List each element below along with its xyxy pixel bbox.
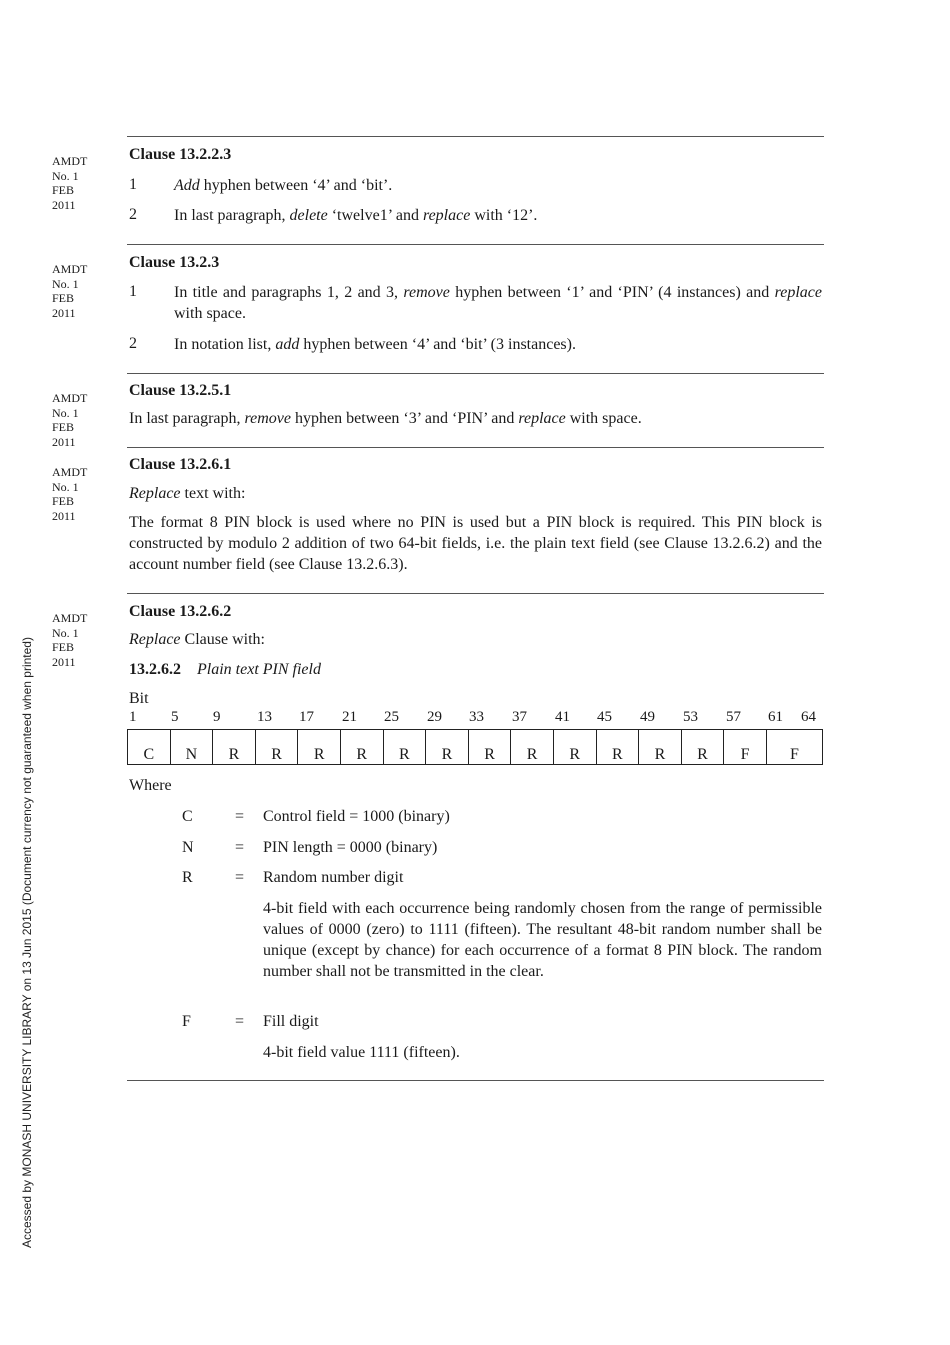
amendment-item [174, 334, 822, 355]
instruction-verb: replace [422, 207, 471, 224]
amdt-year: 2011 [52, 508, 76, 523]
clause-title: Clause 13.2.6.2 [129, 603, 232, 620]
amendment-note [52, 391, 87, 449]
bit-number: 25 [384, 709, 399, 725]
amdt-month: FEB [52, 640, 75, 654]
subclause-number: 13.2.6.2 [129, 661, 181, 678]
instruction-verb: Replace [129, 631, 181, 648]
amdt-label: AMDT [52, 611, 88, 625]
bit-field-cell: R [469, 730, 512, 764]
bit-field-cell: R [256, 730, 299, 764]
instruction-verb: remove [244, 410, 292, 427]
item-number: 1 [129, 176, 137, 193]
amdt-year: 2011 [52, 654, 76, 669]
bit-field-cell: R [341, 730, 384, 764]
amdt-number: No. 1 [52, 625, 79, 640]
amdt-number: No. 1 [52, 276, 79, 291]
bit-number: 57 [726, 709, 741, 725]
definition-equals: = [235, 808, 245, 825]
bit-number: 9 [213, 709, 221, 725]
bit-field-cell: F [790, 746, 799, 763]
definition-symbol: R [182, 869, 193, 886]
amendment-item [174, 205, 822, 226]
amendment-note [52, 465, 87, 523]
amdt-label: AMDT [52, 391, 88, 405]
item-text: In title and paragraphs 1, 2 and 3, [174, 284, 404, 301]
definition-detail: 4-bit field with each occurrence being randomly chosen from the range of permissible values of 0000 (zero) to 1111 (fifteen). The resultant 48-bit random number shall be unique (except by chance) for each occurrence of a format 8 PIN block. The random number shall not be transmitted in the clear. [263, 900, 822, 980]
instruction-verb: remove [403, 284, 450, 301]
subclause-heading [129, 659, 822, 680]
clause-title: Clause 13.2.5.1 [129, 382, 232, 399]
item-text: hyphen between ‘3’ and ‘PIN’ and [291, 410, 519, 427]
bit-field-cell: R [597, 730, 640, 764]
amdt-year: 2011 [52, 434, 76, 449]
definition-detail: 4-bit field value 1111 (fifteen). [263, 1044, 460, 1061]
clause-title: Clause 13.2.6.1 [129, 456, 232, 473]
bit-field-cell: R [298, 730, 341, 764]
bit-field-cell: R [384, 730, 427, 764]
replace-lead [129, 629, 822, 650]
definition-text: PIN length = 0000 (binary) [263, 839, 438, 856]
bit-field-cell: C [128, 730, 171, 764]
bit-number: 5 [171, 709, 179, 725]
definition-symbol: C [182, 808, 193, 825]
item-text: In last paragraph, [174, 207, 290, 224]
bit-number: 64 [801, 709, 816, 725]
replace-lead [129, 483, 822, 504]
bit-number: 17 [299, 709, 314, 725]
amdt-month: FEB [52, 494, 75, 508]
clause-title: Clause 13.2.2.3 [129, 146, 232, 163]
bit-field-cell: R [554, 730, 597, 764]
amdt-number: No. 1 [52, 405, 79, 420]
bit-field-cell: R [213, 730, 256, 764]
item-text: In notation list, [174, 336, 276, 353]
bit-field-cell: N [171, 730, 214, 764]
bit-number: 1 [129, 709, 137, 725]
item-number: 2 [129, 206, 137, 223]
bit-number: 45 [597, 709, 612, 725]
definition-symbol: F [182, 1013, 191, 1030]
bit-number: 41 [555, 709, 570, 725]
bit-field-cell: R [426, 730, 469, 764]
item-number: 1 [129, 283, 137, 300]
amdt-label: AMDT [52, 262, 88, 276]
amdt-month: FEB [52, 291, 75, 305]
instruction-verb: Add [174, 177, 200, 194]
item-text: Clause with: [180, 631, 265, 648]
definition-symbol: N [182, 839, 194, 856]
item-text: hyphen between ‘4’ and ‘bit’. [199, 177, 393, 194]
item-text: In last paragraph, [129, 410, 245, 427]
bit-field-cell: R [682, 730, 725, 764]
amendment-note [52, 154, 87, 212]
item-text: hyphen between ‘4’ and ‘bit’ (3 instances). [299, 336, 576, 353]
item-text: with space. [174, 305, 246, 322]
amdt-number: No. 1 [52, 168, 79, 183]
instruction-verb: delete [289, 207, 328, 224]
section-divider [127, 136, 824, 137]
bit-label: Bit [129, 690, 149, 707]
bit-number: 61 [768, 709, 783, 725]
subclause-title: Plain text PIN field [197, 661, 321, 678]
definition-text: Fill digit [263, 1013, 319, 1030]
amendment-item [174, 175, 822, 196]
section-divider [127, 593, 824, 594]
item-text: hyphen between ‘1’ and ‘PIN’ (4 instances) and [449, 284, 775, 301]
item-text: with ‘12’. [470, 207, 538, 224]
instruction-verb: Replace [129, 485, 181, 502]
amdt-month: FEB [52, 183, 75, 197]
instruction-verb: replace [774, 284, 822, 301]
section-divider [127, 447, 824, 448]
bit-number: 29 [427, 709, 442, 725]
section-divider [127, 244, 824, 245]
definition-equals: = [235, 1013, 245, 1030]
definition-text: Control field = 1000 (binary) [263, 808, 450, 825]
access-watermark: Accessed by MONASH UNIVERSITY LIBRARY on 13 Jun 2015 (Document currency not guaranteed when printed) [20, 637, 34, 1248]
instruction-verb: add [275, 336, 300, 353]
amdt-year: 2011 [52, 305, 76, 320]
definition-text: Random number digit [263, 869, 404, 886]
amdt-month: FEB [52, 420, 75, 434]
amendment-paragraph [129, 408, 822, 429]
amdt-number: No. 1 [52, 479, 79, 494]
section-divider [127, 1080, 824, 1081]
replacement-text: The format 8 PIN block is used where no PIN is used but a PIN block is required. This PIN block is constructed by modulo 2 addition of two 64-bit fields, i.e. the plain text field (see Clause 13.2.6.2) and the account number field (see Clause 13.2.6.3). [129, 514, 822, 573]
amdt-year: 2011 [52, 197, 76, 212]
bit-number: 49 [640, 709, 655, 725]
amdt-label: AMDT [52, 154, 88, 168]
pin-field-bit-table [127, 729, 823, 765]
definition-equals: = [235, 869, 245, 886]
bit-field-cell: R [511, 730, 554, 764]
item-text: with space. [565, 410, 642, 427]
item-number: 2 [129, 335, 137, 352]
clause-title: Clause 13.2.3 [129, 254, 220, 271]
item-text: ‘twelve1’ and [327, 207, 423, 224]
bit-number: 53 [683, 709, 698, 725]
instruction-verb: replace [518, 410, 566, 427]
amendment-note [52, 611, 87, 669]
bit-field-cell: F [724, 730, 767, 764]
definition-equals: = [235, 839, 245, 856]
amendment-item [174, 282, 822, 324]
where-label: Where [129, 777, 172, 794]
bit-field-cell: R [639, 730, 682, 764]
bit-number: 13 [257, 709, 272, 725]
item-text: text with: [180, 485, 246, 502]
bit-number: 21 [342, 709, 357, 725]
amdt-label: AMDT [52, 465, 88, 479]
bit-number: 37 [512, 709, 527, 725]
amendment-note [52, 262, 87, 320]
section-divider [127, 373, 824, 374]
bit-number: 33 [469, 709, 484, 725]
